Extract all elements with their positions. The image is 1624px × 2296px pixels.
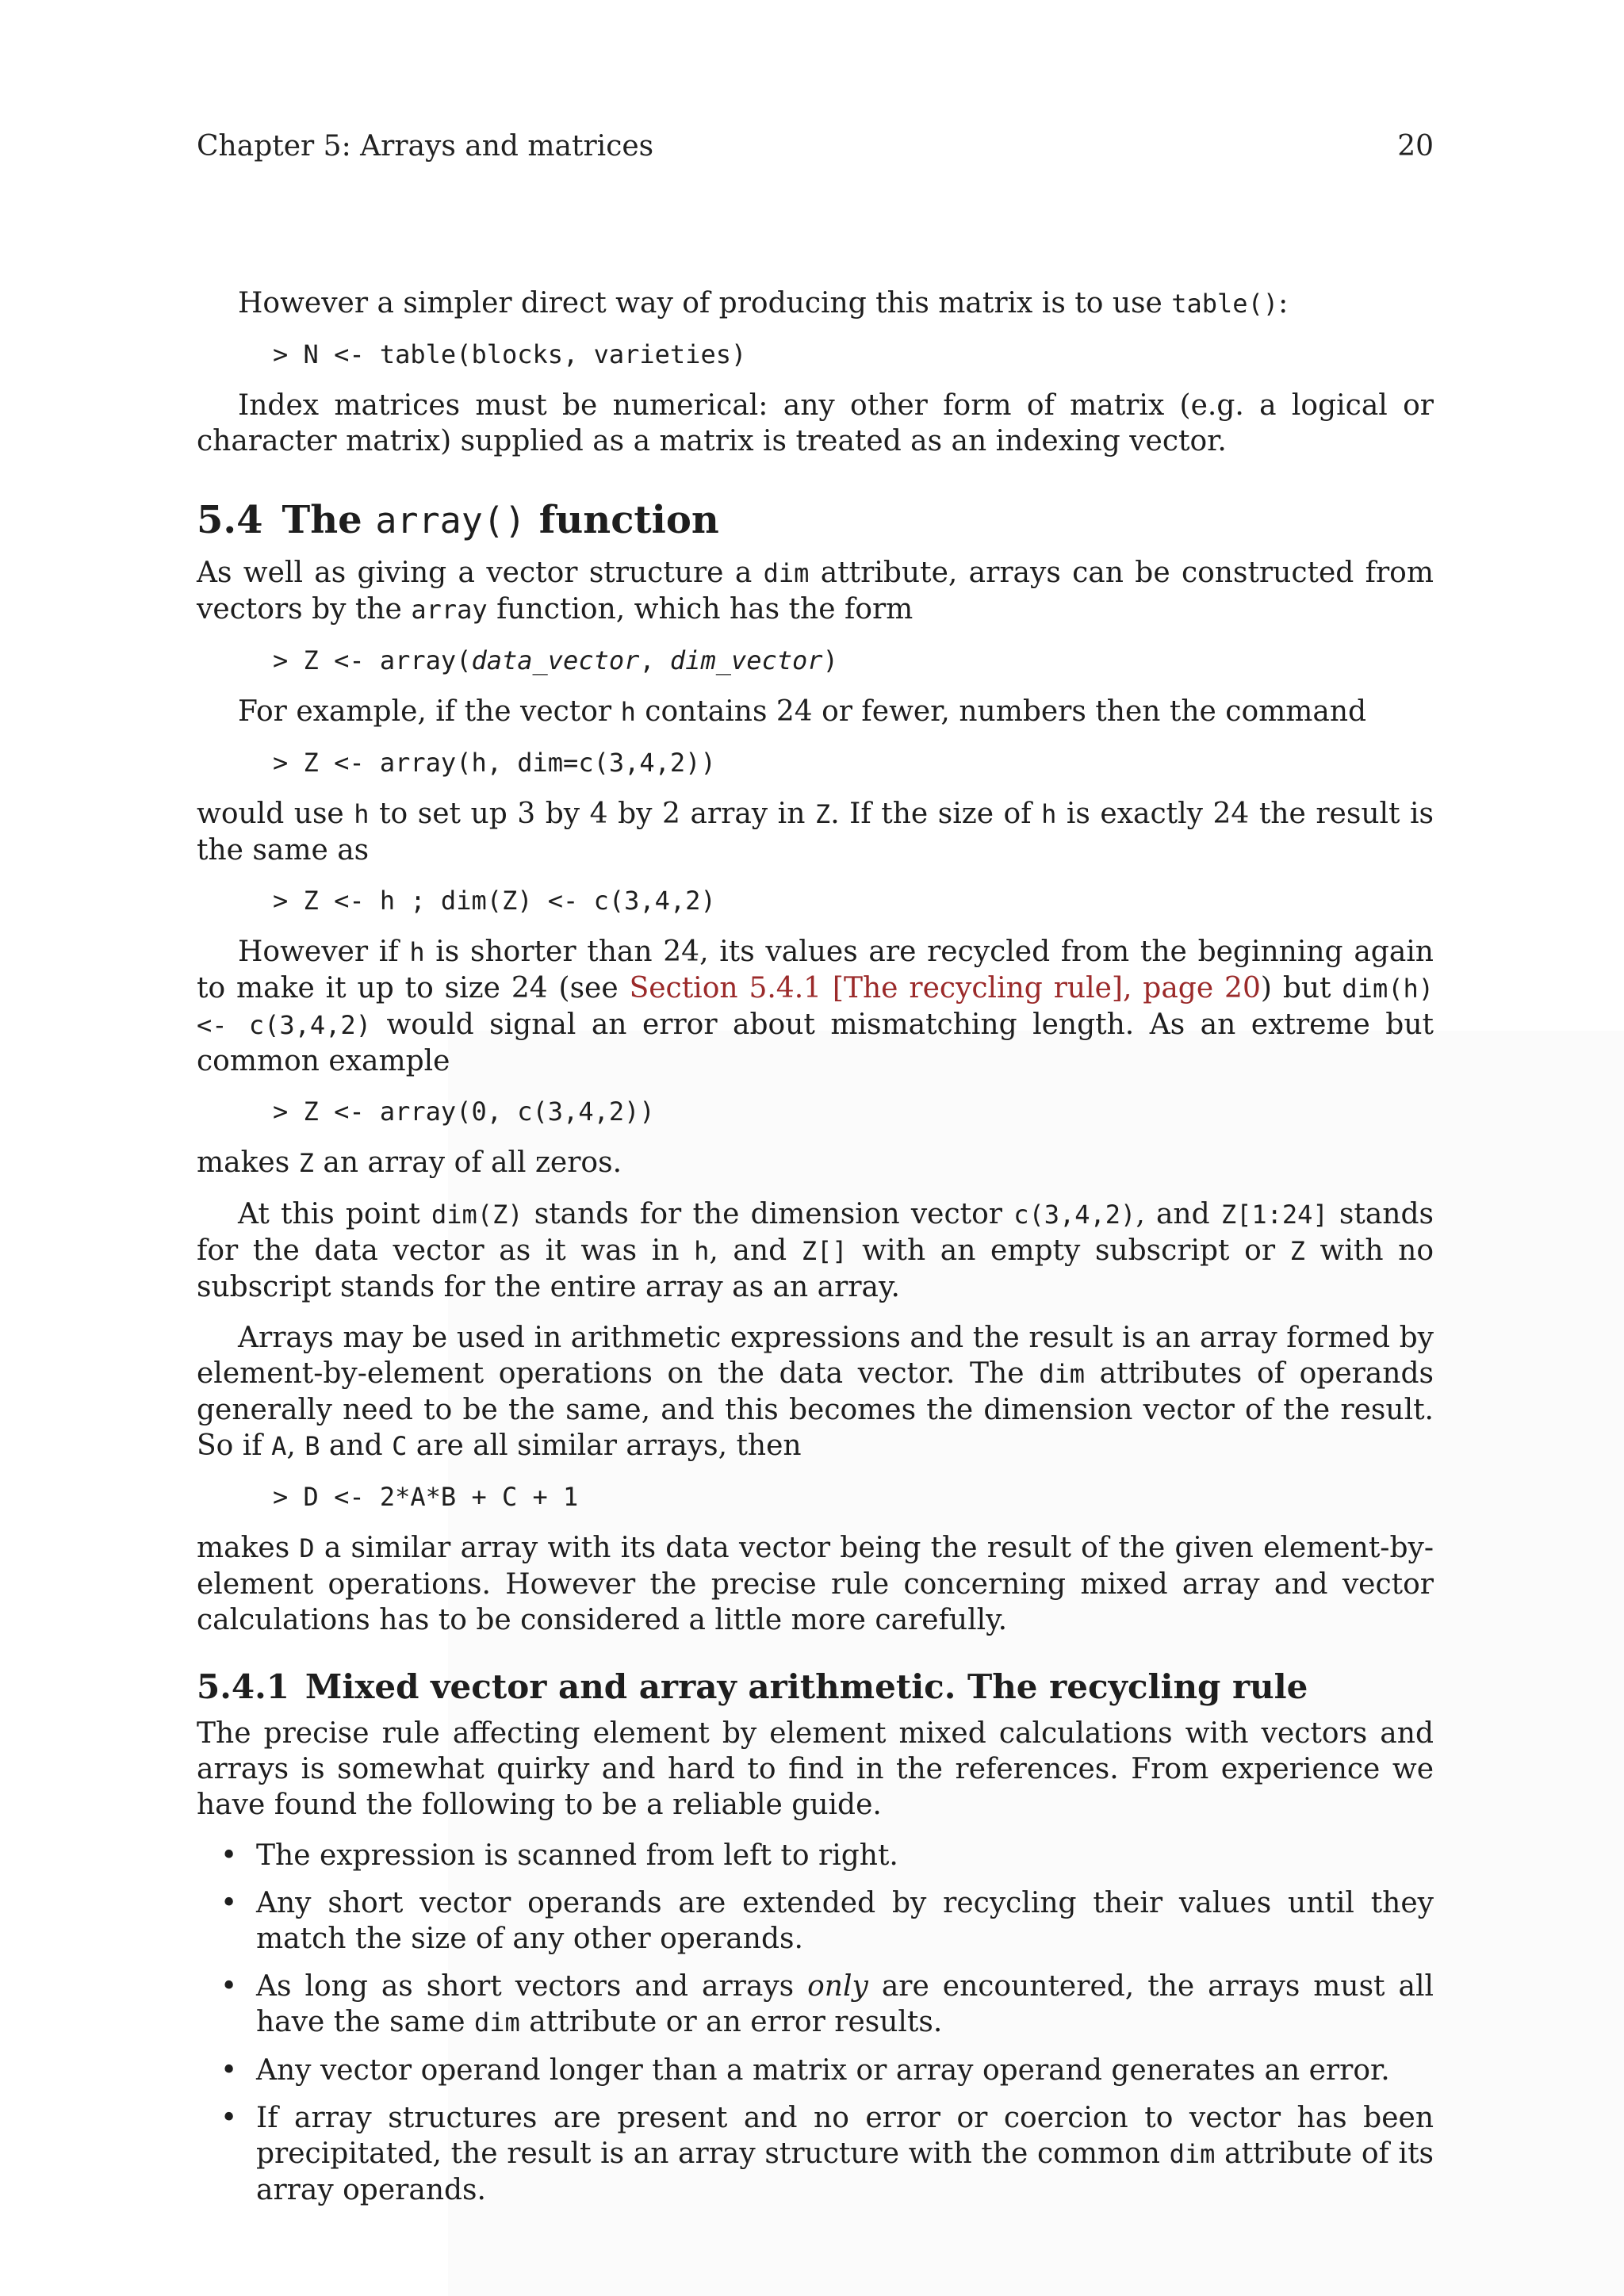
section-number: 5.4.1 xyxy=(197,1667,289,1706)
code-block: > D <- 2*A*B + C + 1 xyxy=(273,1482,579,1512)
bullet-icon: • xyxy=(220,2102,238,2134)
section-heading xyxy=(197,497,1434,544)
text: , and xyxy=(709,1234,802,1267)
text: , xyxy=(286,1429,305,1462)
paragraph xyxy=(197,934,1434,1079)
text: However a simpler direct way of producing this matrix is to use xyxy=(238,287,1172,320)
running-header xyxy=(197,130,1434,163)
code-argument: dim_vector xyxy=(669,645,823,675)
bullet-icon: • xyxy=(220,1839,238,1872)
code-argument: data_vector xyxy=(471,645,640,675)
text: with no subscript stands for the entire array as an array. xyxy=(197,1234,1434,1303)
text: At this point xyxy=(238,1198,431,1230)
text: attributes of operands generally need to be the same, and this becomes the dimension vector of the result. So if xyxy=(197,1357,1434,1462)
page-body xyxy=(197,285,1434,2220)
text: If array structures are present and no error or coercion to vector has been precipitated, the result is an array structure with the common xyxy=(256,2102,1434,2170)
inline-code: Z[] xyxy=(801,1236,848,1266)
text: stands for the data vector as it was in xyxy=(197,1198,1434,1267)
text: are all similar arrays, then xyxy=(407,1429,802,1462)
inline-code: dim xyxy=(1039,1359,1086,1389)
inline-code: c(3,4,2) xyxy=(1013,1200,1136,1230)
inline-code: array xyxy=(411,595,488,625)
text: The xyxy=(282,498,376,542)
text: Any vector operand longer than a matrix or array operand generates an error. xyxy=(256,2054,1390,2087)
text: For example, if the vector xyxy=(238,695,621,728)
inline-code: dim xyxy=(1169,2139,1216,2169)
code-block: > Z <- array(h, dim=c(3,4,2)) xyxy=(273,748,716,778)
paragraph xyxy=(197,285,1434,322)
inline-code: dim(Z) xyxy=(431,1200,523,1230)
text: would use xyxy=(197,798,354,830)
text: The expression is scanned from left to right. xyxy=(256,1839,898,1872)
text: As well as giving a vector structure a xyxy=(197,557,764,589)
text: is shorter than 24, its values are recycled from the beginning again to make it up to size 24 (see xyxy=(197,936,1434,1004)
section-number: 5.4 xyxy=(197,498,263,542)
inline-code: Z[1:24] xyxy=(1220,1200,1328,1230)
text: makes xyxy=(197,1532,300,1564)
text: However if xyxy=(238,936,410,968)
page-number: 20 xyxy=(1397,130,1434,163)
code-text: , xyxy=(639,645,670,675)
inline-code: array() xyxy=(375,499,527,541)
inline-code: h xyxy=(354,799,370,829)
list-item xyxy=(197,2053,1434,2088)
text: . If the size of xyxy=(830,798,1042,830)
text: stands for the dimension vector xyxy=(523,1198,1014,1230)
inline-code: h xyxy=(409,937,425,967)
bullet-list xyxy=(197,1838,1434,2208)
text: function xyxy=(526,498,719,542)
code-text: > Z <- array( xyxy=(273,645,472,675)
text: ) but xyxy=(1260,972,1342,1004)
text: : xyxy=(1278,287,1289,320)
text: and xyxy=(320,1429,393,1462)
inline-code: h xyxy=(620,697,636,727)
paragraph xyxy=(197,1320,1434,1464)
code-block: > Z <- array(0, c(3,4,2)) xyxy=(273,1096,655,1127)
cross-reference-link[interactable]: Section 5.4.1 [The recycling rule], page 20 xyxy=(629,972,1261,1004)
code-text: ) xyxy=(822,645,838,675)
paragraph xyxy=(197,1145,1434,1181)
list-item xyxy=(197,2100,1434,2208)
bullet-icon: • xyxy=(220,1887,238,1919)
text: function, which has the form xyxy=(487,593,914,626)
text: , and xyxy=(1136,1198,1221,1230)
inline-code: D xyxy=(299,1533,315,1563)
code-block: > N <- table(blocks, varieties) xyxy=(273,339,747,369)
inline-code: dim xyxy=(473,2007,520,2038)
inline-code: B xyxy=(304,1431,320,1461)
emphasis: only xyxy=(807,1970,868,2003)
inline-code: dim(h) <- c(3,4,2) xyxy=(197,974,1434,1040)
list-item xyxy=(197,1885,1434,1957)
inline-code: C xyxy=(392,1431,408,1461)
inline-code: A xyxy=(271,1431,287,1461)
bullet-icon: • xyxy=(220,1970,238,2003)
text: Any short vector operands are extended by recycling their values until they match the size of any other operands. xyxy=(256,1887,1434,1955)
bullet-icon: • xyxy=(220,2054,238,2087)
code-block xyxy=(197,643,1434,679)
paragraph: Index matrices must be numerical: any other form of matrix (e.g. a logical or character matrix) supplied as a matrix is treated as an indexing vector. xyxy=(197,389,1434,457)
paragraph xyxy=(197,555,1434,628)
inline-code: Z xyxy=(1289,1236,1305,1266)
text: to set up 3 by 4 by 2 array in xyxy=(369,798,815,830)
text: attribute of its array operands. xyxy=(256,2137,1434,2206)
text: are encountered, the arrays must all have the same xyxy=(256,1970,1434,2038)
paragraph xyxy=(197,694,1434,730)
text: Arrays may be used in arithmetic expressions and the result is an array formed by element-by-element operations on the data vector. The xyxy=(197,1322,1434,1390)
chapter-title: Chapter 5: Arrays and matrices xyxy=(197,130,654,163)
text: As long as short vectors and arrays xyxy=(256,1970,808,2003)
inline-code: h xyxy=(694,1236,710,1266)
text: makes xyxy=(197,1146,299,1179)
paragraph xyxy=(197,796,1434,868)
inline-code: Z xyxy=(814,799,831,829)
list-item xyxy=(197,1838,1434,1873)
paragraph: The precise rule affecting element by element mixed calculations with vectors and arrays is somewhat quirky and hard to find in the references. From experience we have found the following to be a reliable guide. xyxy=(197,1717,1434,1821)
subsection-title: Mixed vector and array arithmetic. The recycling rule xyxy=(304,1667,1308,1706)
text: attribute, arrays can be constructed from vectors by the xyxy=(197,557,1434,626)
text: attribute or an error results. xyxy=(519,2006,943,2038)
text: an array of all zeros. xyxy=(313,1146,622,1179)
code-block: > Z <- h ; dim(Z) <- c(3,4,2) xyxy=(273,886,716,916)
inline-code: table() xyxy=(1171,289,1279,319)
subsection-heading xyxy=(197,1667,1434,1708)
paragraph xyxy=(197,1530,1434,1638)
inline-code: h xyxy=(1041,799,1057,829)
text: would signal an error about mismatching length. As an extreme but common example xyxy=(197,1008,1434,1077)
text: with an empty subscript or xyxy=(847,1234,1290,1267)
paragraph xyxy=(197,1196,1434,1305)
inline-code: Z xyxy=(298,1148,314,1178)
inline-code: dim xyxy=(763,558,810,588)
list-item xyxy=(197,1969,1434,2041)
text: contains 24 or fewer, numbers then the command xyxy=(635,695,1367,728)
text: is exactly 24 the result is the same as xyxy=(197,798,1434,867)
text: a similar array with its data vector being the result of the given element-by-element operations. However the precise rule concerning mixed array and vector calculations has to be considered a little more carefully. xyxy=(197,1532,1434,1636)
